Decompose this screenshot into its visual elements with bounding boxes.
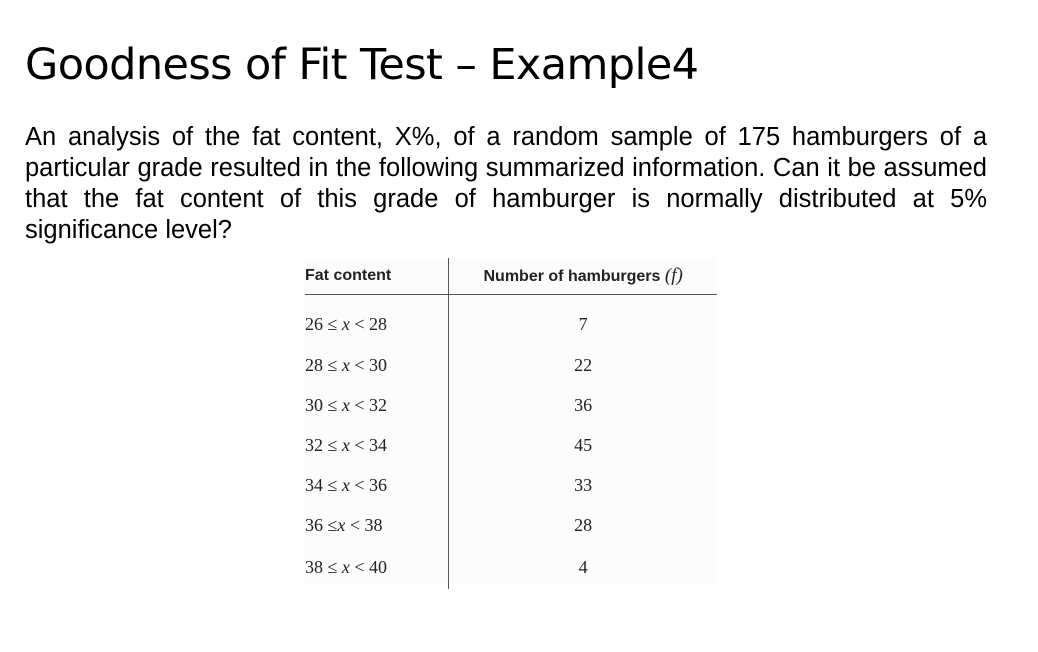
header-frequency-symbol: (f) [664, 265, 683, 286]
count-cell: 28 [449, 505, 717, 545]
header-number-of-hamburgers [449, 258, 717, 295]
table-row [305, 505, 717, 545]
frequency-table [305, 258, 717, 589]
header-fat-content: Fat content [305, 258, 449, 295]
table-row [305, 545, 717, 589]
table-row [305, 465, 717, 505]
count-cell: 4 [449, 545, 717, 589]
slide-title: Goodness of Fit Test – Example4 [25, 40, 699, 90]
header-number-label: Number of hamburgers [483, 268, 661, 285]
table-row [305, 295, 717, 346]
table-row [305, 385, 717, 425]
count-cell: 36 [449, 385, 717, 425]
count-cell: 33 [449, 465, 717, 505]
interval-cell: 36 ≤x < 38 [305, 514, 383, 535]
interval-cell: 28 ≤ x < 30 [305, 354, 388, 375]
table-row [305, 345, 717, 385]
interval-cell: 30 ≤ x < 32 [305, 394, 388, 415]
count-cell: 45 [449, 425, 717, 465]
interval-cell: 38 ≤ x < 40 [305, 556, 388, 577]
frequency-table-container [305, 258, 717, 584]
interval-cell: 32 ≤ x < 34 [305, 434, 388, 455]
interval-cell: 26 ≤ x < 28 [305, 313, 388, 334]
count-cell: 7 [449, 295, 717, 346]
interval-cell: 34 ≤ x < 36 [305, 474, 388, 495]
problem-statement: An analysis of the fat content, X%, of a random sample of 175 hamburgers of a particular grade resulted in the following summarized information. Can it be assumed that the fat content of this grade of hamburger is normally distributed at 5% significance level? [25, 123, 987, 244]
table-row [305, 425, 717, 465]
count-cell: 22 [449, 345, 717, 385]
table-header-row [305, 258, 717, 295]
